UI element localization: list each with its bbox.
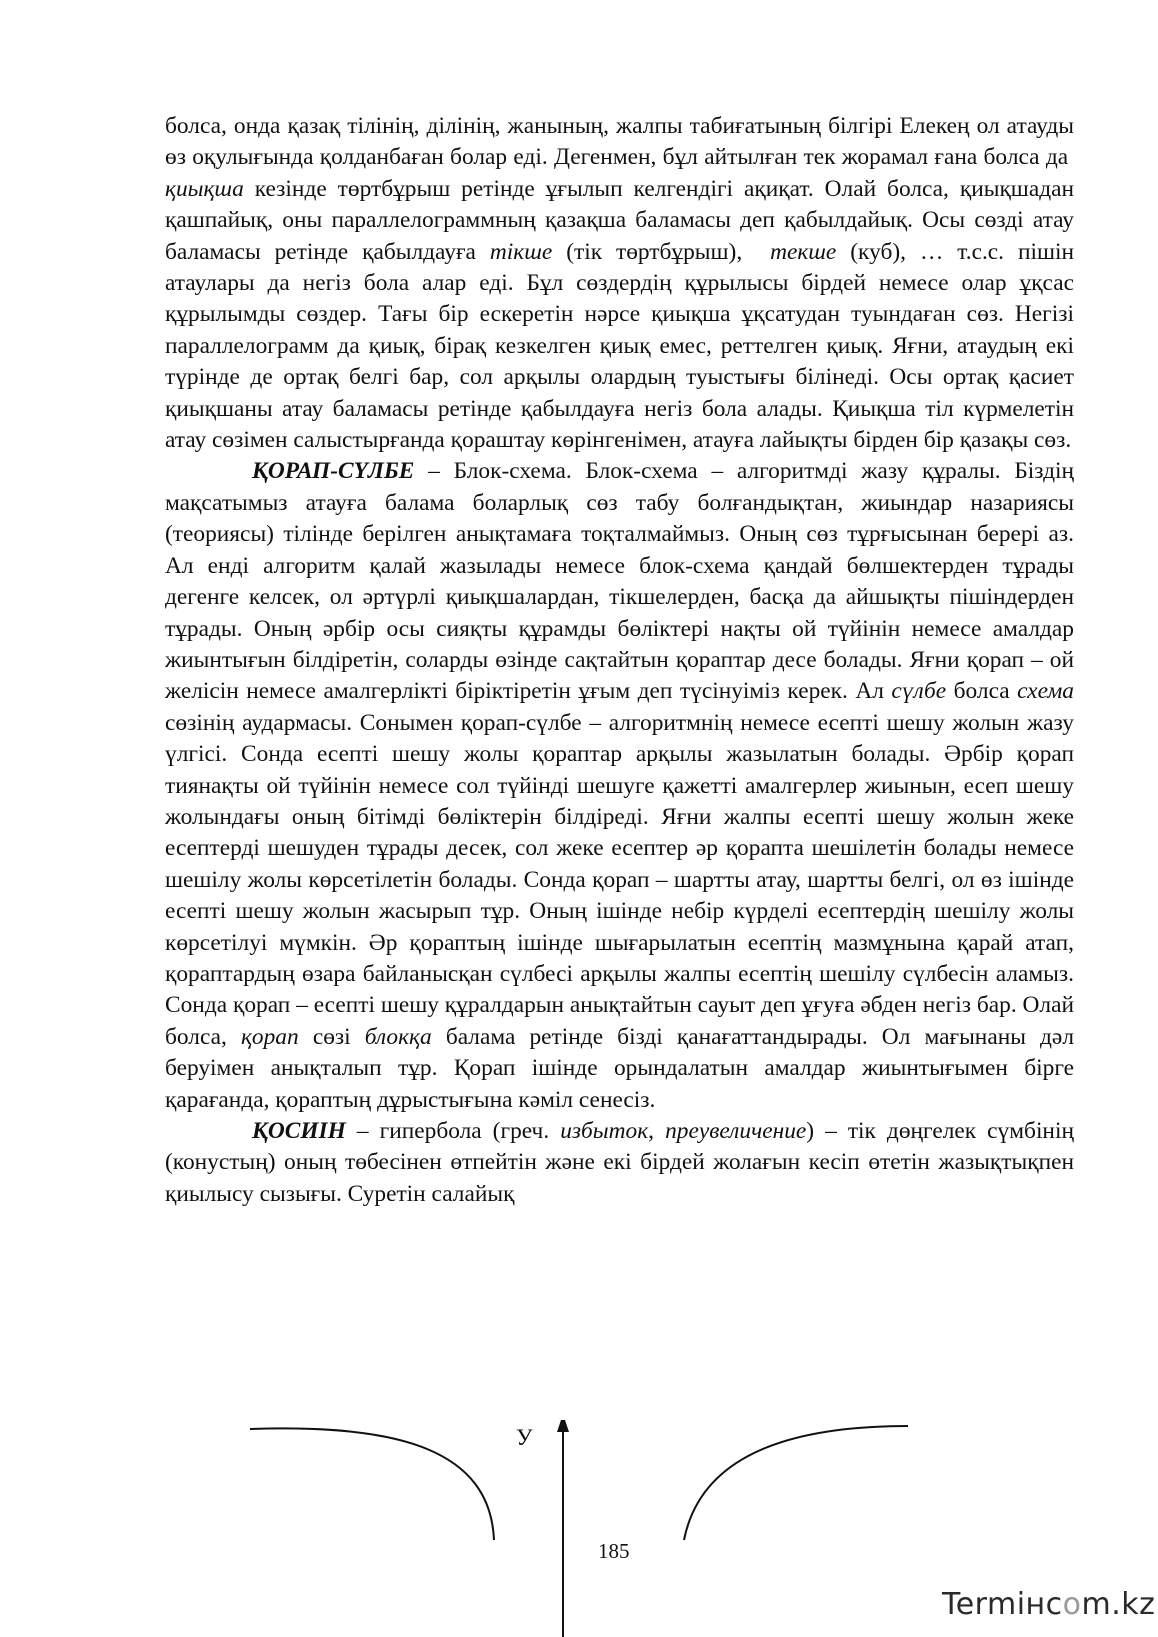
watermark-part: m.kz — [1081, 1587, 1156, 1622]
entry-term: ҚОСИІН — [252, 1118, 346, 1144]
page-number: 185 — [598, 1539, 630, 1563]
watermark-part: Termінc — [942, 1587, 1063, 1622]
hyperbola-left-branch — [250, 1428, 494, 1540]
y-axis-arrowhead — [557, 1420, 569, 1432]
italic-term: текше — [770, 238, 837, 265]
italic-term: преувеличение — [665, 1118, 807, 1144]
italic-term: избыток — [560, 1118, 649, 1144]
entry-term: ҚОРАП-СҮЛБЕ — [252, 458, 415, 485]
italic-term: блокқа — [364, 1023, 432, 1050]
text-run: (тік төртбұрыш), — [566, 238, 743, 265]
text-run: кезінде төртбұрыш ретінде ұғылып келгендігі ақиқат. Олай болса, қиықшадан қашпайық, оны параллелограммның қазақша баламасы деп қабылдайық. Осы сөзді атау баламасы ретінде қабылдауға — [165, 175, 1074, 265]
italic-term: қорап — [240, 1023, 299, 1050]
text-run: болса, онда қазақ тілінің, ділінің, жанының, жалпы табиғатының білгірі Елекең ол атауды өз оқулығында қолданбаған болар еді. Дегенмен, бұл айтылған тек жорамал ғана болса да — [165, 113, 1074, 171]
page-text — [165, 111, 1074, 1210]
y-axis-label: У — [516, 1425, 533, 1451]
text-run: ) – тік дөңгелек сүмбінің (конустың) оның төбесінен өтпейтін және екі бірдей жолағын кесіп өтетін жазықтықпен қиылысу сызығы. Суретін салайық — [165, 1118, 1074, 1207]
text-run: балама ретінде бізді қанағаттандырады. Ол мағынаны дәл беруімен анықталып тұр. Қорап ішінде орындалатын амалдар жиынтығымен бірге қарағанда, қораптың дұрыстығына кәміл сенесіз. — [165, 1023, 1074, 1113]
hyperbola-right-branch — [684, 1426, 908, 1540]
italic-term: тікше — [489, 238, 553, 265]
italic-term: қиықша — [165, 175, 244, 202]
text-run: сөзінің аудармасы. Сонымен қорап-сүлбе – алгоритмнің немесе есепті шешу жолын жазу үлгісі. Сонда есепті шешу жолы қораптар арқылы жазылатын болады. Әрбір қорап тиянақты ой түйінін немесе сол түйінді шешуге қажетті амалгерлер жиынын, есеп шешу жолындағы оның бітімді бөліктерін білдіреді. Яғни жалпы есепті шешу жолын жеке есептерді шешуден тұрады десек, сол жеке есептер әр қорапта шешілетін болады немесе шешілу жолы көрсетілетін болады. Сонда қорап – шартты атау, шартты белгі, ол өз ішінде есепті шешу жолын жасырып тұр. Оның ішінде небір күрделі есептердің шешілу жолы көрсетілуі мүмкін. Әр қораптың ішінде шығарылатын есептің мазмұнына қарай атап, қораптардың өзара байланысқан сүлбесі арқылы жалпы есептің шешілу сүлбесін аламыз. Сонда қорап – есепті шешу құралдарын анықтайтын сауыт деп ұғуға әбден негіз бар. Олай болса, — [165, 709, 1074, 1050]
text-run: болса — [953, 678, 1010, 705]
text-run: , — [648, 1118, 655, 1144]
text-run: сөзі — [312, 1023, 351, 1050]
watermark-logo — [942, 1588, 1155, 1622]
italic-term: сүлбе — [891, 678, 947, 705]
italic-term: схема — [1017, 678, 1074, 705]
entry-kosiin — [165, 1116, 1074, 1210]
text-run: – гипербола (греч. — [356, 1118, 550, 1144]
watermark-part: о — [1062, 1587, 1082, 1622]
text-run: (куб), … т.с.с. пішін атаулары да негіз бола алар еді. Бұл сөздердің құрылысы бірдей немесе олар ұқсас құрылымды сөздер. Тағы бір ескеретін нәрсе қиықша ұқсатудан туындаған сөз. Негізі параллелограмм да қиық, бірақ кезкелген қиық емес, реттелген қиық. Яғни, атаудың екі түрінде де ортақ белгі бар, сол арқылы олардың туыстығы білінеді. Осы ортақ қасиет қиықшаны атау баламасы ретінде қабылдауға негіз бола алады. Қиықша тіл күрмелетін атау сөзімен салыстырғанда қораштау көрінгенімен, атауға лайықты бірден бір қазақы сөз. — [165, 238, 1075, 454]
entry-korap-sulbe — [165, 456, 1074, 1116]
paragraph-continued — [165, 111, 1074, 456]
text-run: – Блок-схема. Блок-схема – алгоритмді жазу құралы. Біздің мақсатымыз атауға балама боларлық сөз табу болғандықтан, жиындар назариясы (теориясы) тілінде берілген анықтамаға тоқталмаймыз. Оның сөз тұрғысынан берері аз. Ал енді алгоритм қалай жазылады немесе блок-схема қандай бөлшектерден тұрады дегенге келсек, ол әртүрлі қиықшалардан, тікшелерден, басқа да айшықты пішіндерден тұрады. Оның әрбір осы сияқты құрамды бөліктері нақты ой түйінін немесе амалдар жиынтығын білдіретін, соларды өзінде сақтайтын қораптар десе болады. Яғни қорап – ой желісін немесе амалгерлікті біріктіретін ұғым деп түсінуіміз керек. Ал — [165, 458, 1074, 705]
